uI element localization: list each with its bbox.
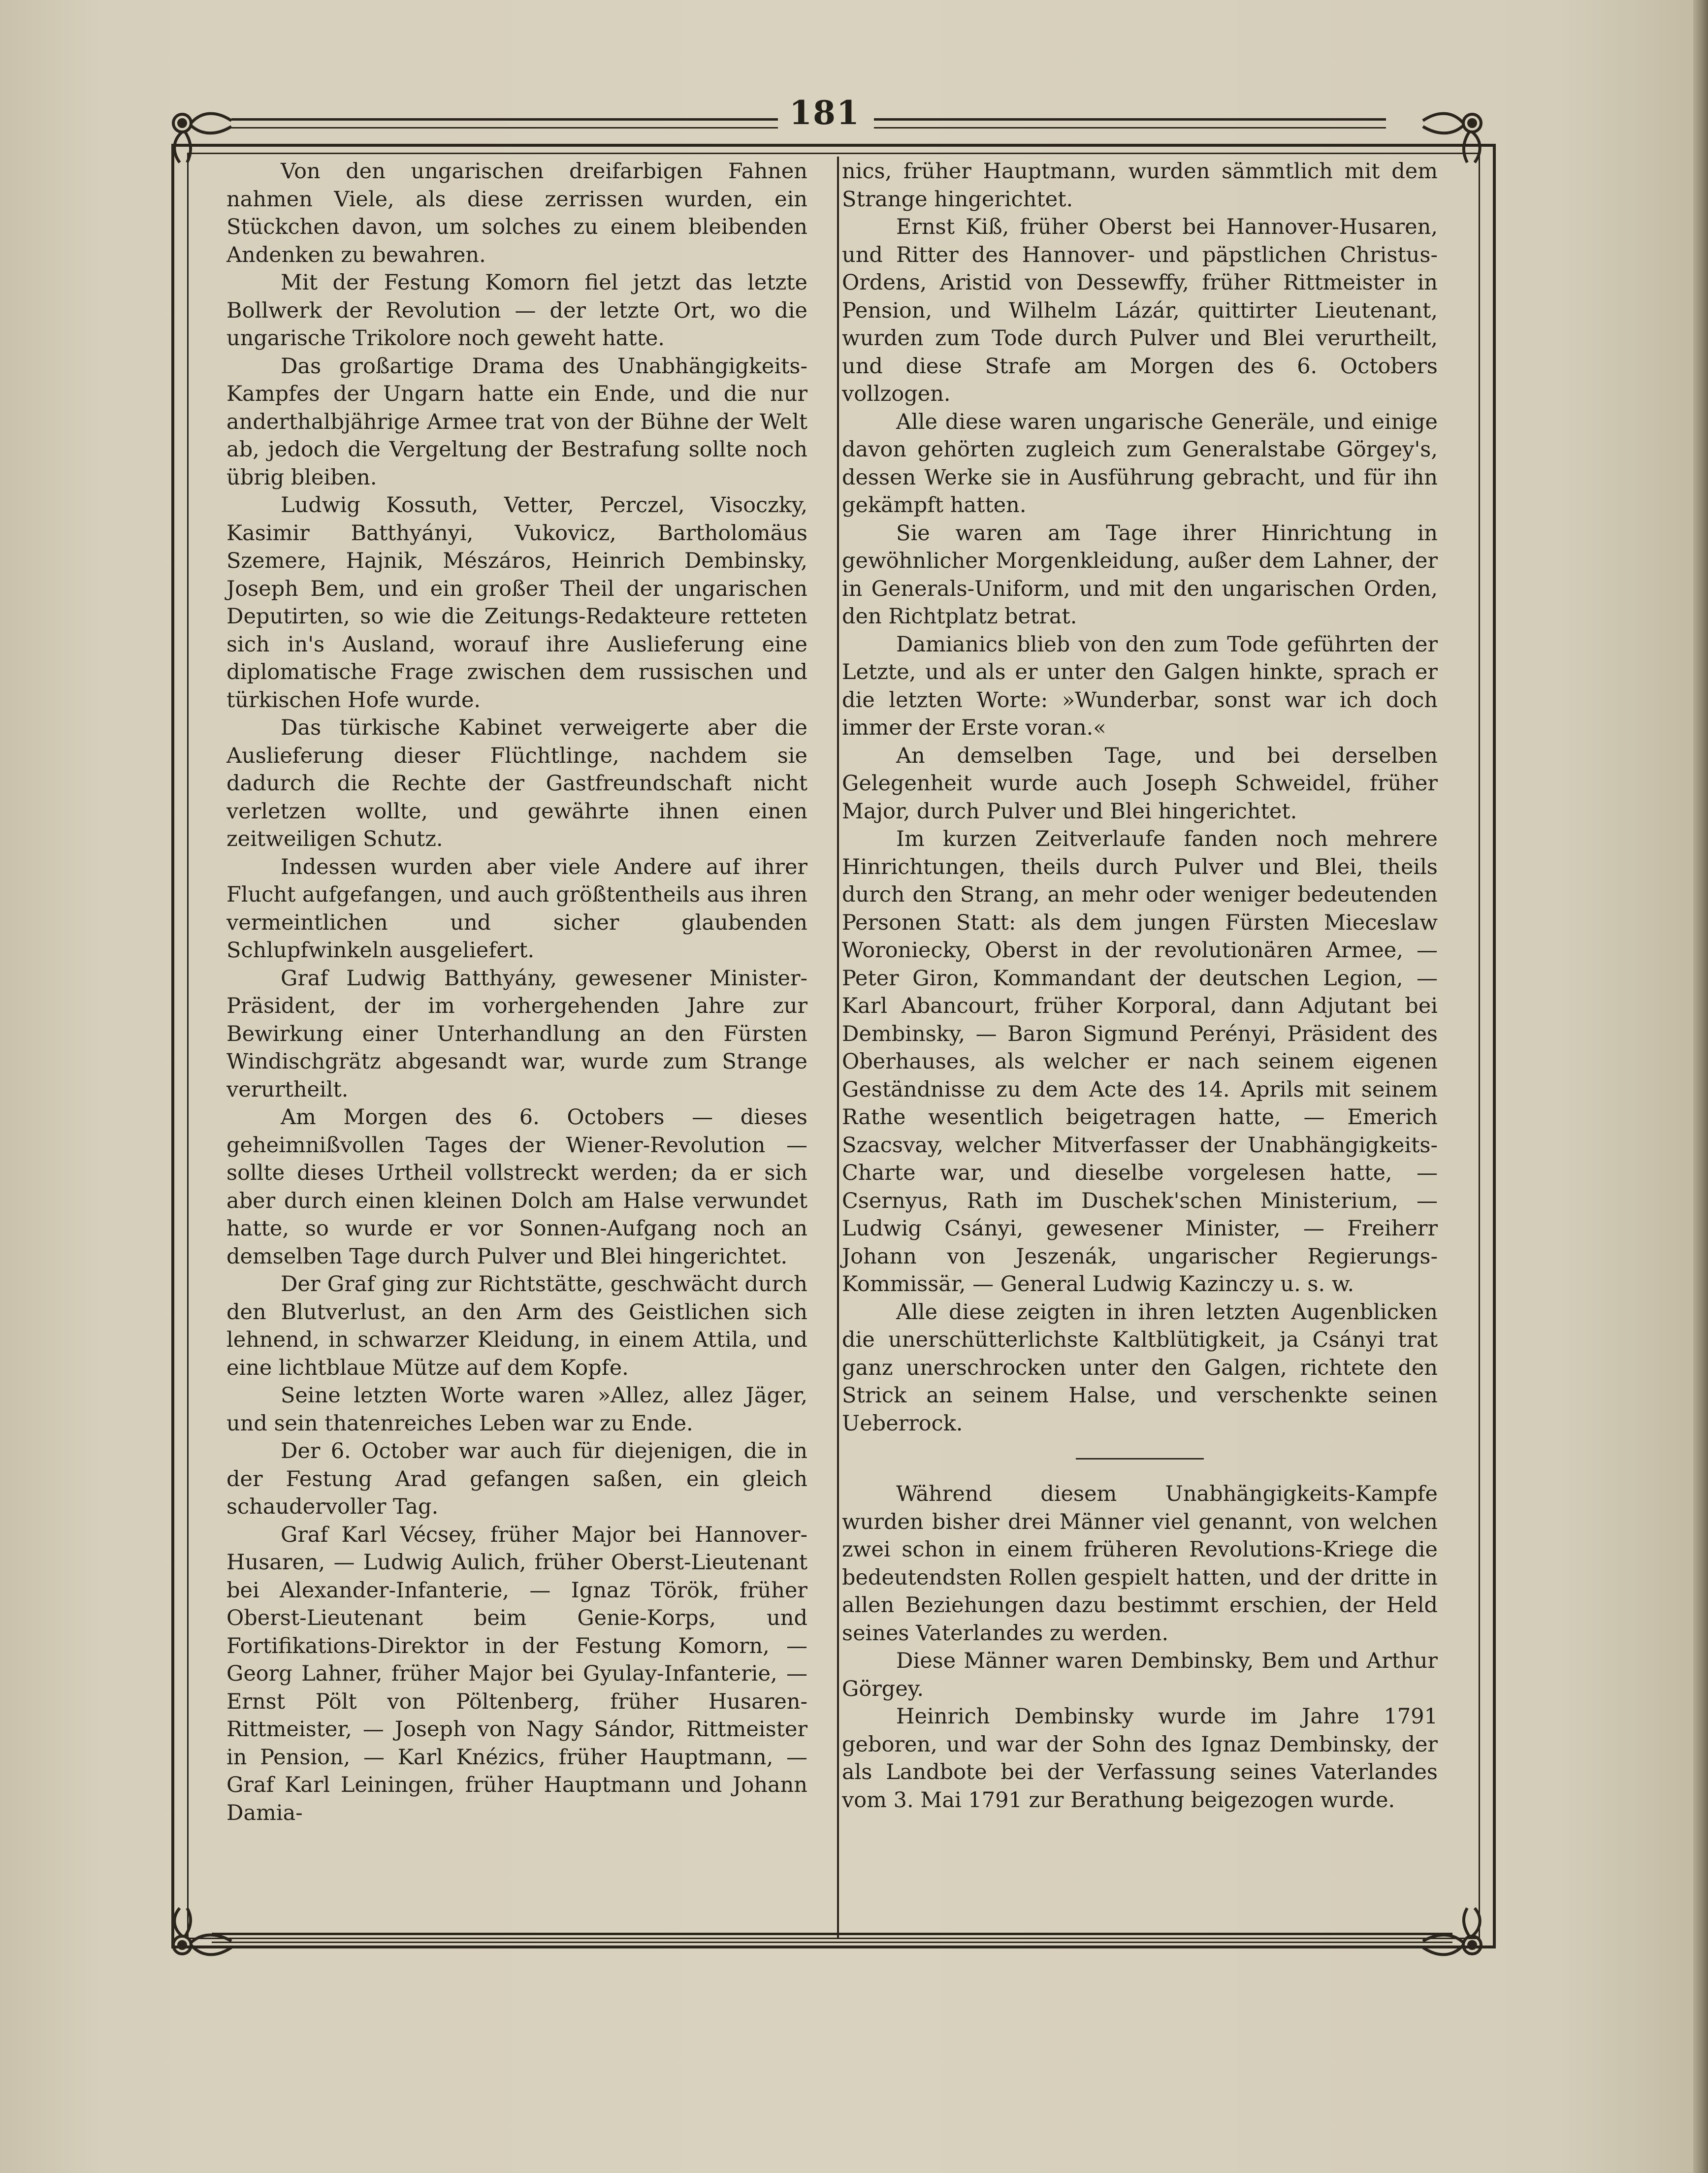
paragraph: Der 6. October war auch für diejenigen, die in der Festung Arad gefangen saßen, ein gleich schaudervoller Tag.: [226, 1439, 807, 1519]
paragraph: Mit der Festung Komorn fiel jetzt das letzte Bollwerk der Revolution — der letzte Ort, wo die ungarische Trikolore noch geweht hatte.: [226, 270, 807, 351]
paragraph: Im kurzen Zeitverlaufe fanden noch mehrere Hinrichtungen, theils durch Pulver und Blei, theils durch den Strang, an mehr oder weniger bedeutenden Personen Statt: als dem jungen Fürsten Mieceslaw Woroniecky, Oberst in der revolutionären Armee, — Peter Giron, Kommandant der deutschen Legion, — Karl Abancourt, früher Korporal, dann Adjutant bei Dembinsky, — Baron Sigmund Perényi, Präsident des Oberhauses, als welcher er nach seinem eigenen Geständnisse zu dem Acte des 14. Aprils mit seinem Rathe wesentlich beigetragen hatte, — Emerich Szacsvay, welcher Mitverfasser der Unabhängigkeits-Charte war, und dieselbe vorgelesen hatte, — Csernyus, Rath im Duschek'schen Ministerium, — Ludwig Csányi, gewesener Minister, — Freiherr Johann von Jeszenák, ungarischer Regierungs-Kommissär, — General Ludwig Kazinczy u. s. w.: [842, 827, 1438, 1297]
header-rule-right-thin: [874, 127, 1386, 129]
paragraph: Am Morgen des 6. Octobers — dieses geheimnißvollen Tages der Wiener-Revolution — sollte dieses Urtheil vollstreckt werden; da er sich aber durch einen kleinen Dolch am Halse verwundet hatte, so wurde er vor Sonnen-Aufgang noch an demselben Tage durch Pulver und Blei hingerichtet.: [226, 1105, 807, 1269]
paragraph: nics, früher Hauptmann, wurden sämmtlich mit dem Strange hingerichtet.: [842, 159, 1438, 212]
footer-rule-thin: [212, 1942, 1452, 1943]
right-column: [842, 158, 1438, 1814]
left-column: [226, 158, 807, 1827]
column-divider: [837, 157, 839, 1939]
paragraph: Ernst Kiß, früher Oberst bei Hannover-Husaren, und Ritter des Hannover- und päpstlichen Christus-Ordens, Aristid von Dessewffy, früher Rittmeister in Pension, und Wilhelm Lázár, quittirter Lieutenant, wurden zum Tode durch Pulver und Blei verurtheilt, und diese Strafe am Morgen des 6. Octobers vollzogen.: [842, 215, 1438, 406]
paragraph: Alle diese zeigten in ihren letzten Augenblicken die unerschütterlichste Kaltblütigkeit, ja Csányi trat ganz unerschrocken unter den Galgen, richtete den Strick an seinem Halse, und verschenkte seinen Ueberrock.: [842, 1299, 1438, 1436]
paragraph: Das großartige Drama des Unabhängigkeits-Kampfes der Ungarn hatte ein Ende, und die nur anderthalbjährige Armee trat von der Bühne der Welt ab, jedoch die Vergeltung der Bestrafung sollte noch übrig bleiben.: [226, 354, 807, 490]
paragraph: Damianics blieb von den zum Tode geführten der Letzte, und als er unter den Galgen hinkte, sprach er die letzten Worte: »Wunderbar, sonst war ich doch immer der Erste voran.«: [842, 632, 1438, 740]
footer-rule: [212, 1933, 1452, 1935]
paragraph: Von den ungarischen dreifarbigen Fahnen nahmen Viele, als diese zerrissen wurden, ein Stückchen davon, um solches zu einem bleibenden Andenken zu bewahren.: [226, 159, 807, 267]
header-rule-left-thin: [231, 127, 778, 129]
section-rule: [1076, 1458, 1204, 1459]
paragraph: Heinrich Dembinsky wurde im Jahre 1791 geboren, und war der Sohn des Ignaz Dembinsky, der als Landbote bei der Verfassung seines Vaterlandes vom 3. Mai 1791 zur Berathung beigezogen wurde.: [842, 1704, 1438, 1813]
paragraph: Alle diese waren ungarische Generäle, und einige davon gehörten zugleich zum Generalstabe Görgey's, dessen Werke sie in Ausführung gebracht, und für ihn gekämpft hatten.: [842, 409, 1438, 518]
paragraph: Ludwig Kossuth, Vetter, Perczel, Visoczky, Kasimir Batthyányi, Vukovicz, Bartholomäus Szemere, Hajnik, Mészáros, Heinrich Dembinsky, Joseph Bem, und ein großer Theil der ungarischen Deputirten, so wie die Zeitungs-Redakteure retteten sich in's Ausland, worauf ihre Auslieferung eine diplomatische Frage zwischen dem russischen und türkischen Hofe wurde.: [226, 493, 807, 713]
page-edge: [1693, 0, 1708, 2173]
paragraph: Graf Karl Vécsey, früher Major bei Hannover-Husaren, — Ludwig Aulich, früher Oberst-Lieutenant bei Alexander-Infanterie, — Ignaz Török, früher Oberst-Lieutenant beim Genie-Korps, und Fortifikations-Direktor in der Festung Komorn, — Georg Lahner, früher Major bei Gyulay-Infanterie, — Ernst Pölt von Pöltenberg, früher Husaren-Rittmeister, — Joseph von Nagy Sándor, Rittmeister in Pension, — Karl Knézics, früher Hauptmann, — Graf Karl Leiningen, früher Hauptmann und Johann Damia-: [226, 1522, 807, 1825]
paragraph: Indessen wurden aber viele Andere auf ihrer Flucht aufgefangen, und auch größtentheils aus ihren vermeintlichen und sicher glaubenden Schlupfwinkeln ausgeliefert.: [226, 854, 807, 963]
paragraph: Seine letzten Worte waren »Allez, allez Jäger, und sein thatenreiches Leben war zu Ende.: [226, 1383, 807, 1436]
paragraph: Während diesem Unabhängigkeits-Kampfe wurden bisher drei Männer viel genannt, von welchen zwei schon in einem früheren Revolutions-Kriege die bedeutendsten Rollen gespielt hatten, und der dritte in allen Beziehungen dazu bestimmt erschien, der Held seines Vaterlandes zu werden.: [842, 1482, 1438, 1646]
paragraph: Sie waren am Tage ihrer Hinrichtung in gewöhnlicher Morgenkleidung, außer dem Lahner, der in Generals-Uniform, und mit den ungarischen Orden, den Richtplatz betrat.: [842, 520, 1438, 629]
paragraph: Diese Männer waren Dembinsky, Bem und Arthur Görgey.: [842, 1649, 1438, 1701]
paragraph: Graf Ludwig Batthyány, gewesener Minister-Präsident, der im vorhergehenden Jahre zur Bewirkung einer Unterhandlung an den Fürsten Windischgrätz abgesandt war, wurde zum Strange verurtheilt.: [226, 966, 807, 1102]
page-number: 181: [789, 94, 860, 132]
header-rule-right: [874, 118, 1386, 121]
paragraph: An demselben Tage, und bei derselben Gelegenheit wurde auch Joseph Schweidel, früher Major, durch Pulver und Blei hingerichtet.: [842, 743, 1438, 824]
header-rule-left: [231, 118, 778, 121]
paragraph: Der Graf ging zur Richtstätte, geschwächt durch den Blutverlust, an den Arm des Geistlichen sich lehnend, in schwarzer Kleidung, in einem Attila, und eine lichtblaue Mütze auf dem Kopfe.: [226, 1272, 807, 1380]
paragraph: Das türkische Kabinet verweigerte aber die Auslieferung dieser Flüchtlinge, nachdem sie dadurch die Rechte der Gastfreundschaft nicht verletzen wollte, und gewährte ihnen einen zeitweiligen Schutz.: [226, 715, 807, 851]
